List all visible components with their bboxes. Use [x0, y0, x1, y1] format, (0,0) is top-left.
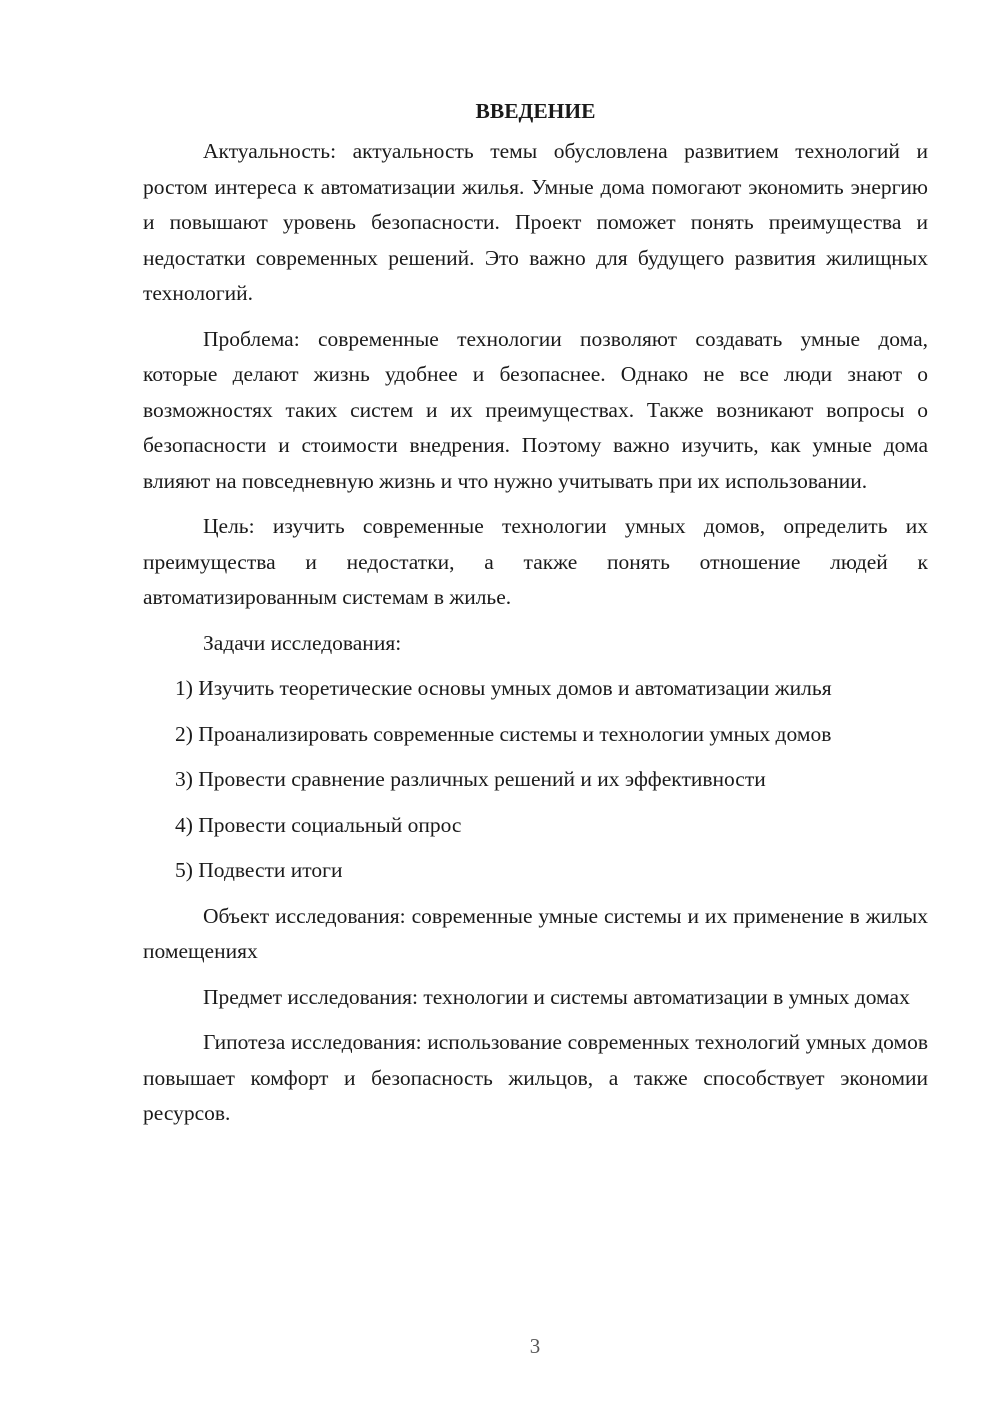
- task-item-1: 1) Изучить теоретические основы умных домов и автоматизации жилья: [175, 676, 832, 700]
- problem-paragraph: Проблема: современные технологии позволяют создавать умные дома, которые делают жизнь удобнее и безопаснее. Однако не все люди знают о возможностях таких систем и их преимуществах. Также возникают вопросы о безопасности и стоимости внедрения. Поэтому важно изучить, как умные дома влияют на повседневную жизнь и что нужно учитывать при их использовании.: [143, 326, 928, 493]
- task-item-4: 4) Провести социальный опрос: [175, 812, 462, 837]
- object-paragraph: Объект исследования: современные умные системы и их применение в жилых помещениях: [143, 903, 928, 963]
- hypothesis-paragraph: Гипотеза исследования: использование современных технологий умных домов повышает комфорт и безопасность жильцов, а также способствует экономии ресурсов.: [143, 1030, 928, 1125]
- relevance-paragraph: Актуальность: актуальность темы обусловлена развитием технологий и ростом интереса к автоматизации жилья. Умные дома помогают экономить энергию и повышают уровень безопасности. Проект поможет понять преимущества и недостатки современных решений. Это важно для будущего развития жилищных технологий.: [143, 139, 928, 305]
- tasks-heading: Задачи исследования:: [203, 630, 402, 655]
- task-item-5: 5) Подвести итоги: [175, 858, 343, 882]
- subject-paragraph: Предмет исследования: технологии и системы автоматизации в умных домах: [203, 984, 910, 1009]
- task-item-3: 3) Провести сравнение различных решений и их эффективности: [175, 767, 766, 791]
- document-body: [143, 96, 928, 1142]
- task-item-2: 2) Проанализировать современные системы и технологии умных домов: [175, 721, 832, 746]
- goal-paragraph: Цель: изучить современные технологии умных домов, определить их преимущества и недостатки, а также понять отношение людей к автоматизированным системам в жилье.: [143, 514, 928, 609]
- section-title: ВВЕДЕНИЕ: [475, 99, 596, 123]
- page-number: 3: [529, 1334, 541, 1358]
